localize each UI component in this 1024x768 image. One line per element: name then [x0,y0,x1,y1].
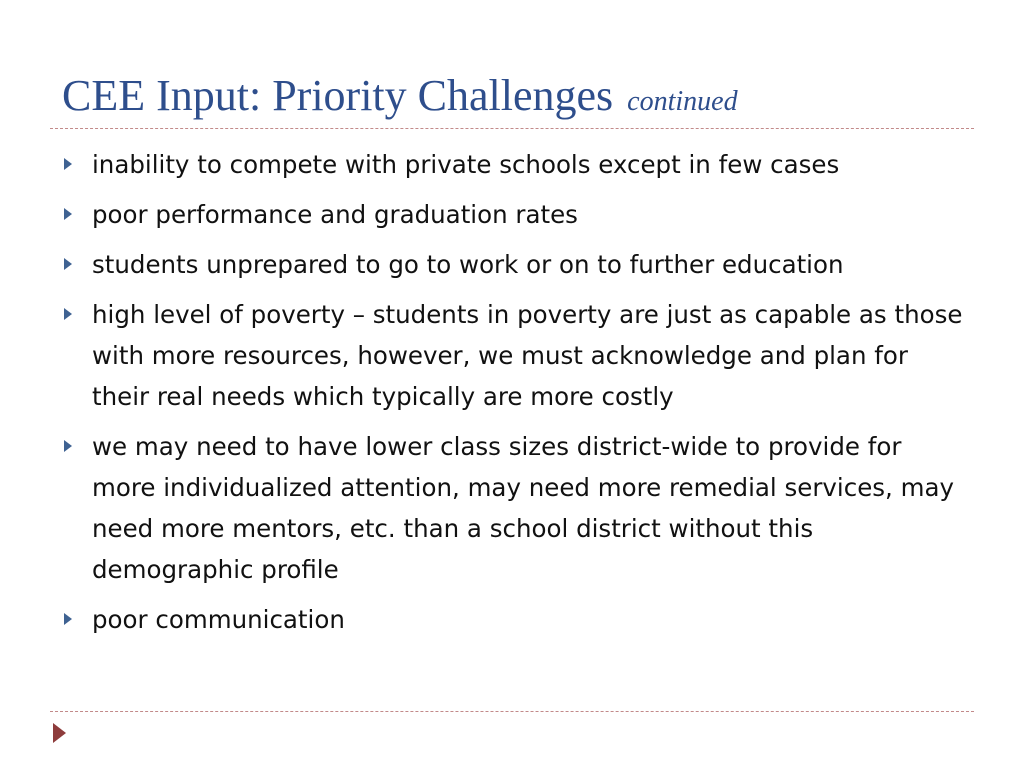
bullet-text: high level of poverty – students in poverty are just as capable as those with more resources, however, we must acknowledge and plan for their real needs which typically are more costly [92,300,963,411]
bullet-item [60,426,970,590]
bullet-item [60,194,970,235]
bullet-item [60,144,970,185]
slide-title-main: CEE Input: Priority Challenges [62,71,614,120]
footer-divider [50,711,974,712]
bullet-text: poor performance and graduation rates [92,200,578,229]
bullet-triangle-icon [64,158,72,170]
bullet-item [60,244,970,285]
bullet-triangle-icon [64,440,72,452]
bullet-triangle-icon [64,613,72,625]
slide-title-suffix: continued [627,86,738,117]
bullet-item [60,599,970,640]
bullet-list [60,144,970,649]
bullet-text: poor communication [92,605,345,634]
title-divider [50,128,974,129]
corner-triangle-icon [53,723,66,743]
bullet-triangle-icon [64,208,72,220]
bullet-text: students unprepared to go to work or on to further education [92,250,844,279]
bullet-triangle-icon [64,258,72,270]
slide-title [62,70,738,128]
bullet-triangle-icon [64,308,72,320]
bullet-text: we may need to have lower class sizes district-wide to provide for more individualized attention, may need more remedial services, may need more mentors, etc. than a school district without this demographic profile [92,432,954,584]
bullet-item [60,294,970,417]
bullet-text: inability to compete with private schools except in few cases [92,150,840,179]
